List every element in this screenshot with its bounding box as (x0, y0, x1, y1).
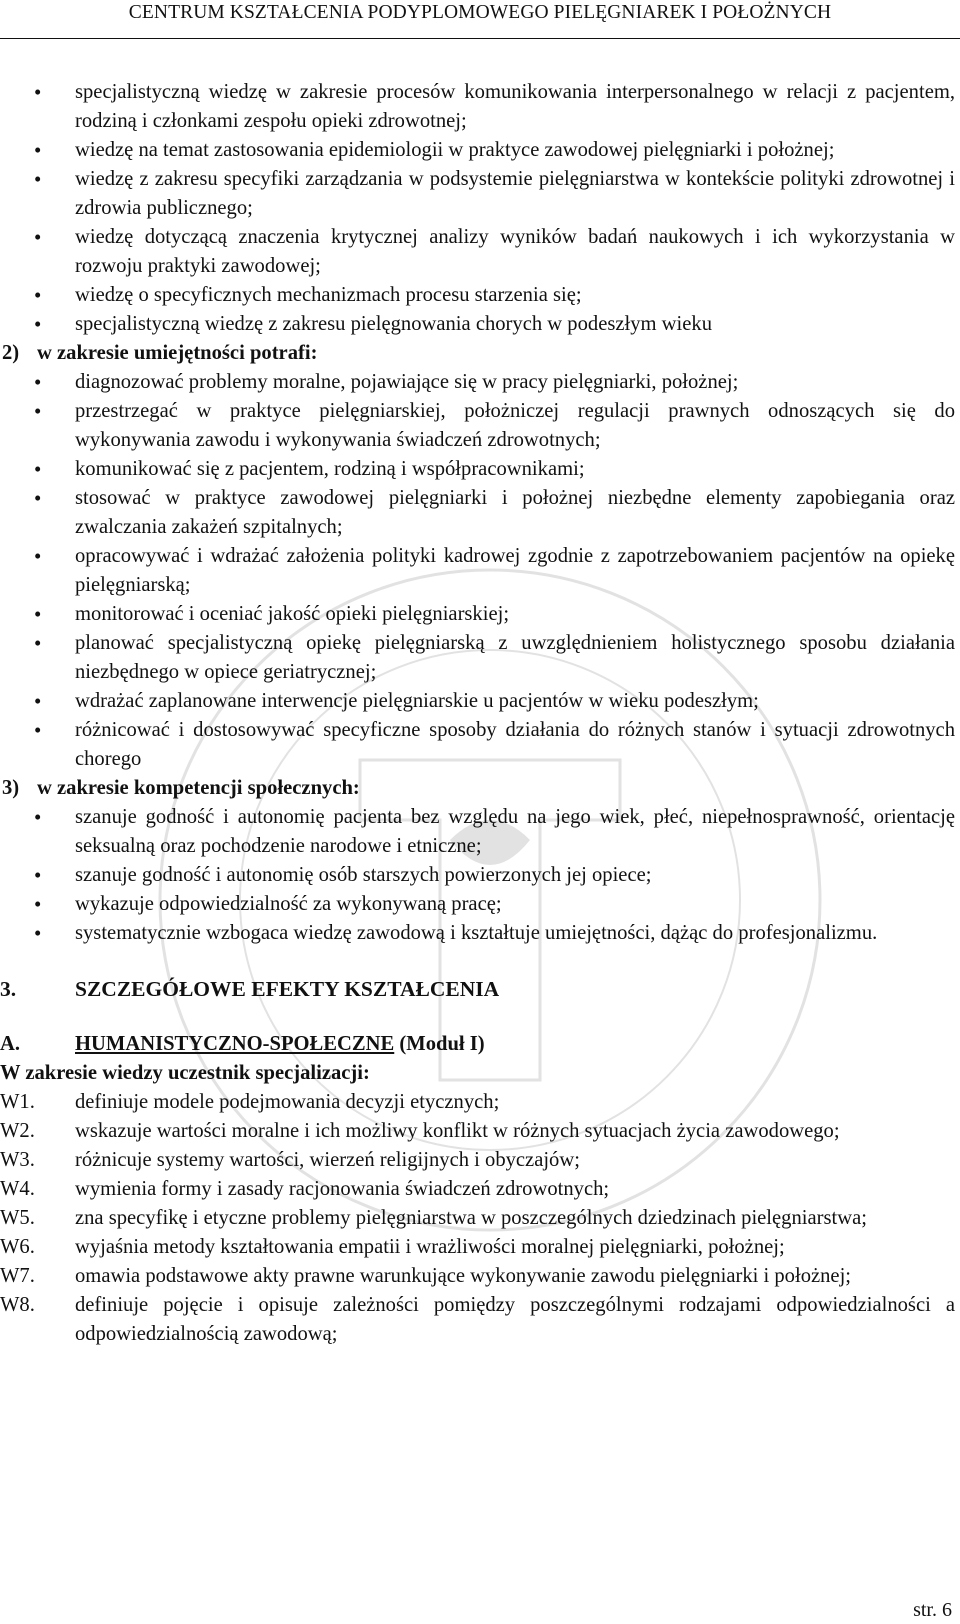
outcome-text: definiuje modele podejmowania decyzji etycznych; (75, 1091, 500, 1113)
outcome-text: wymienia formy i zasady racjonowania świadczeń zdrowotnych; (75, 1178, 610, 1200)
section-a-heading (0, 1030, 955, 1059)
list-item: • systematycznie wzbogaca wiedzę zawodową i kształtuje umiejętności, dążąc do profesjonalizmu. (0, 919, 955, 948)
outcome-text: omawia podstawowe akty prawne warunkujące wykonywanie zawodu pielęgniarki i położnej; (75, 1265, 852, 1287)
outcome-text: zna specyfikę i etyczne problemy pielęgniarstwa w poszczególnych dziedzinach pielęgniarstwa; (75, 1207, 867, 1229)
social-heading (0, 774, 955, 803)
skills-heading (0, 339, 955, 368)
section-a-number: A. (0, 1033, 21, 1055)
outcome-text: wskazuje wartości moralne i ich możliwy konflikt w różnych sytuacjach życia zawodowego; (75, 1120, 840, 1142)
skills-heading-text: w zakresie umiejętności potrafi: (37, 342, 318, 364)
section-3-heading (0, 975, 955, 1006)
knowledge-bullet-list (0, 78, 955, 339)
list-item: • wykazuje odpowiedzialność za wykonywaną pracę; (0, 890, 955, 919)
list-item: • stosować w praktyce zawodowej pielęgniarki i położnej niezbędne elementy zapobiegania oraz zwalczania zakażeń szpitalnych; (0, 484, 955, 542)
section-3-number: 3. (0, 977, 17, 1001)
list-item: • specjalistyczną wiedzę w zakresie procesów komunikowania interpersonalnego w relacji z pacjentem, rodziną i członkami zespołu opieki zdrowotnej; (0, 78, 955, 136)
social-number: 3) (2, 777, 20, 799)
social-heading-text: w zakresie kompetencji społecznych: (37, 777, 360, 799)
list-item: • monitorować i oceniać jakość opieki pielęgniarskiej; (0, 600, 955, 629)
section-a-title: HUMANISTYCZNO-SPOŁECZNE (75, 1033, 395, 1055)
list-item: • opracowywać i wdrażać założenia polityki kadrowej zgodnie z zapotrzebowaniem pacjentów na opiekę pielęgniarską; (0, 542, 955, 600)
outcome-code: W5. (0, 1207, 35, 1229)
list-item: • komunikować się z pacjentem, rodziną i współpracownikami; (0, 455, 955, 484)
list-item: • wdrażać zaplanowane interwencje pielęgniarskie u pacjentów w wieku podeszłym; (0, 687, 955, 716)
list-item: • wiedzę o specyficznych mechanizmach procesu starzenia się; (0, 281, 955, 310)
outcome-code: W1. (0, 1091, 35, 1113)
list-item: • wiedzę z zakresu specyfiki zarządzania w podsystemie pielęgniarstwa w kontekście polityki zdrowotnej i zdrowia publicznego; (0, 165, 955, 223)
outcome-item (0, 1291, 955, 1349)
outcome-text: różnicuje systemy wartości, wierzeń religijnych i obyczajów; (75, 1149, 580, 1171)
section-3-title: SZCZEGÓŁOWE EFEKTY KSZTAŁCENIA (75, 977, 500, 1001)
list-item: • wiedzę na temat zastosowania epidemiologii w praktyce zawodowej pielęgniarki i położnej; (0, 136, 955, 165)
outcome-code: W7. (0, 1265, 35, 1287)
list-item: • diagnozować problemy moralne, pojawiające się w pracy pielęgniarki, położnej; (0, 368, 955, 397)
document-body (0, 78, 955, 1349)
outcome-item (0, 1233, 955, 1262)
section-a-title-wrap (75, 1030, 485, 1059)
outcome-item (0, 1262, 955, 1291)
list-item: • wiedzę dotyczącą znaczenia krytycznej analizy wyników badań naukowych i ich wykorzystania w rozwoju praktyki zawodowej; (0, 223, 955, 281)
skills-number: 2) (2, 342, 20, 364)
social-bullet-list (0, 803, 955, 948)
list-item: • planować specjalistyczną opiekę pielęgniarską z uwzględnieniem holistycznego sposobu działania niezbędnego w opiece geriatrycznej; (0, 629, 955, 687)
knowledge-label: W zakresie wiedzy uczestnik specjalizacji: (0, 1062, 370, 1084)
outcome-text: wyjaśnia metody kształtowania empatii i wrażliwości moralnej pielęgniarki, położnej; (75, 1236, 785, 1258)
outcome-code: W3. (0, 1149, 35, 1171)
header-rule (0, 38, 960, 39)
list-item: • specjalistyczną wiedzę z zakresu pielęgnowania chorych w podeszłym wieku (0, 310, 955, 339)
list-item: • różnicować i dostosowywać specyficzne sposoby działania do różnych stanów i sytuacji zdrowotnych chorego (0, 716, 955, 774)
section-a-module: (Moduł I) (399, 1033, 485, 1055)
outcome-code: W8. (0, 1294, 35, 1316)
outcome-code: W6. (0, 1236, 35, 1258)
list-item: • przestrzegać w praktyce pielęgniarskiej, położniczej regulacji prawnych odnoszących się do wykonywania zawodu i wykonywania świadczeń zdrowotnych; (0, 397, 955, 455)
page-number: str. 6 (913, 1599, 952, 1621)
skills-bullet-list (0, 368, 955, 774)
outcome-item (0, 1204, 955, 1233)
outcome-code: W2. (0, 1120, 35, 1142)
outcome-item (0, 1175, 955, 1204)
spacer (0, 948, 955, 975)
outcome-item (0, 1088, 955, 1117)
outcomes-list (0, 1088, 955, 1349)
outcome-item (0, 1146, 955, 1175)
list-item: • szanuje godność i autonomię osób starszych powierzonych jej opiece; (0, 861, 955, 890)
page-header: CENTRUM KSZTAŁCENIA PODYPLOMOWEGO PIELĘGNIAREK I POŁOŻNYCH (128, 2, 832, 23)
spacer (0, 1006, 955, 1030)
outcome-item (0, 1117, 955, 1146)
outcome-code: W4. (0, 1178, 35, 1200)
list-item: • szanuje godność i autonomię pacjenta bez względu na jego wiek, płeć, niepełnosprawność, orientację seksualną oraz pochodzenie narodowe i etniczne; (0, 803, 955, 861)
outcome-text: definiuje pojęcie i opisuje zależności pomiędzy poszczególnymi rodzajami odpowiedzialności a odpowiedzialnością zawodową; (75, 1294, 955, 1345)
